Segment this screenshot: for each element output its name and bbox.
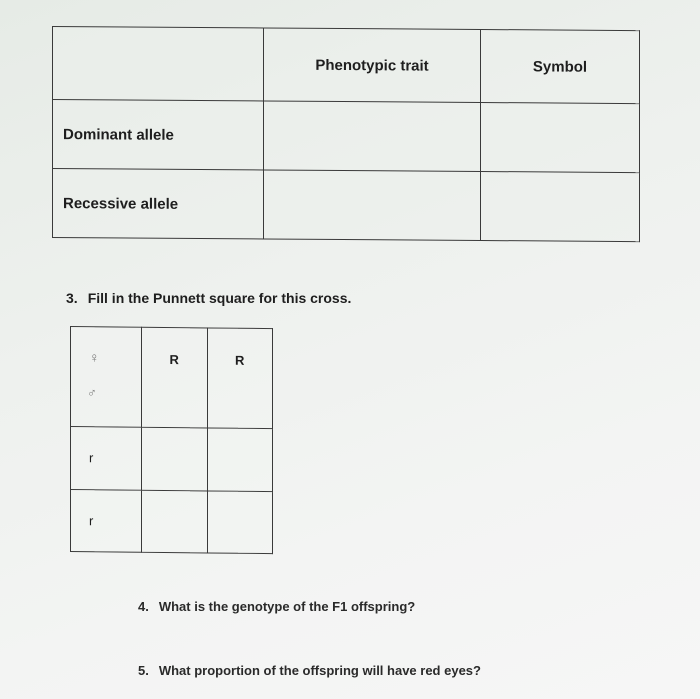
punnett-row-header: r xyxy=(71,427,142,490)
punnett-cell[interactable] xyxy=(207,428,273,491)
punnett-cell[interactable] xyxy=(207,490,273,553)
row-label-dominant-allele: Dominant allele xyxy=(53,100,264,170)
question-4 xyxy=(138,599,415,614)
punnett-corner-cell xyxy=(71,327,142,428)
punnett-square xyxy=(70,326,273,554)
punnett-column-header: R xyxy=(207,328,273,429)
dominant-trait-cell[interactable] xyxy=(264,101,481,172)
recessive-trait-cell[interactable] xyxy=(264,170,481,241)
male-symbol-icon: ♂ xyxy=(87,385,97,401)
dominant-symbol-cell[interactable] xyxy=(481,102,640,172)
question-3 xyxy=(66,290,351,306)
recessive-symbol-cell[interactable] xyxy=(481,171,640,241)
question-3-number: 3. xyxy=(66,290,78,306)
allele-table xyxy=(52,26,640,242)
question-5 xyxy=(138,663,481,678)
table-header-blank xyxy=(53,27,264,101)
female-symbol-icon: ♀ xyxy=(89,349,100,366)
punnett-cell[interactable] xyxy=(142,427,208,490)
punnett-cell[interactable] xyxy=(142,490,208,553)
question-4-number: 4. xyxy=(138,599,149,614)
punnett-column-header: R xyxy=(142,327,208,428)
table-header-symbol: Symbol xyxy=(481,29,640,103)
question-5-text: What proportion of the offspring will have red eyes? xyxy=(158,663,481,678)
punnett-row-header: r xyxy=(71,489,142,552)
row-label-recessive-allele: Recessive allele xyxy=(53,169,264,239)
question-3-text: Fill in the Punnett square for this cross. xyxy=(87,290,352,306)
question-5-number: 5. xyxy=(138,663,149,678)
table-header-phenotypic-trait: Phenotypic trait xyxy=(264,28,481,103)
question-4-text: What is the genotype of the F1 offspring? xyxy=(158,599,416,614)
